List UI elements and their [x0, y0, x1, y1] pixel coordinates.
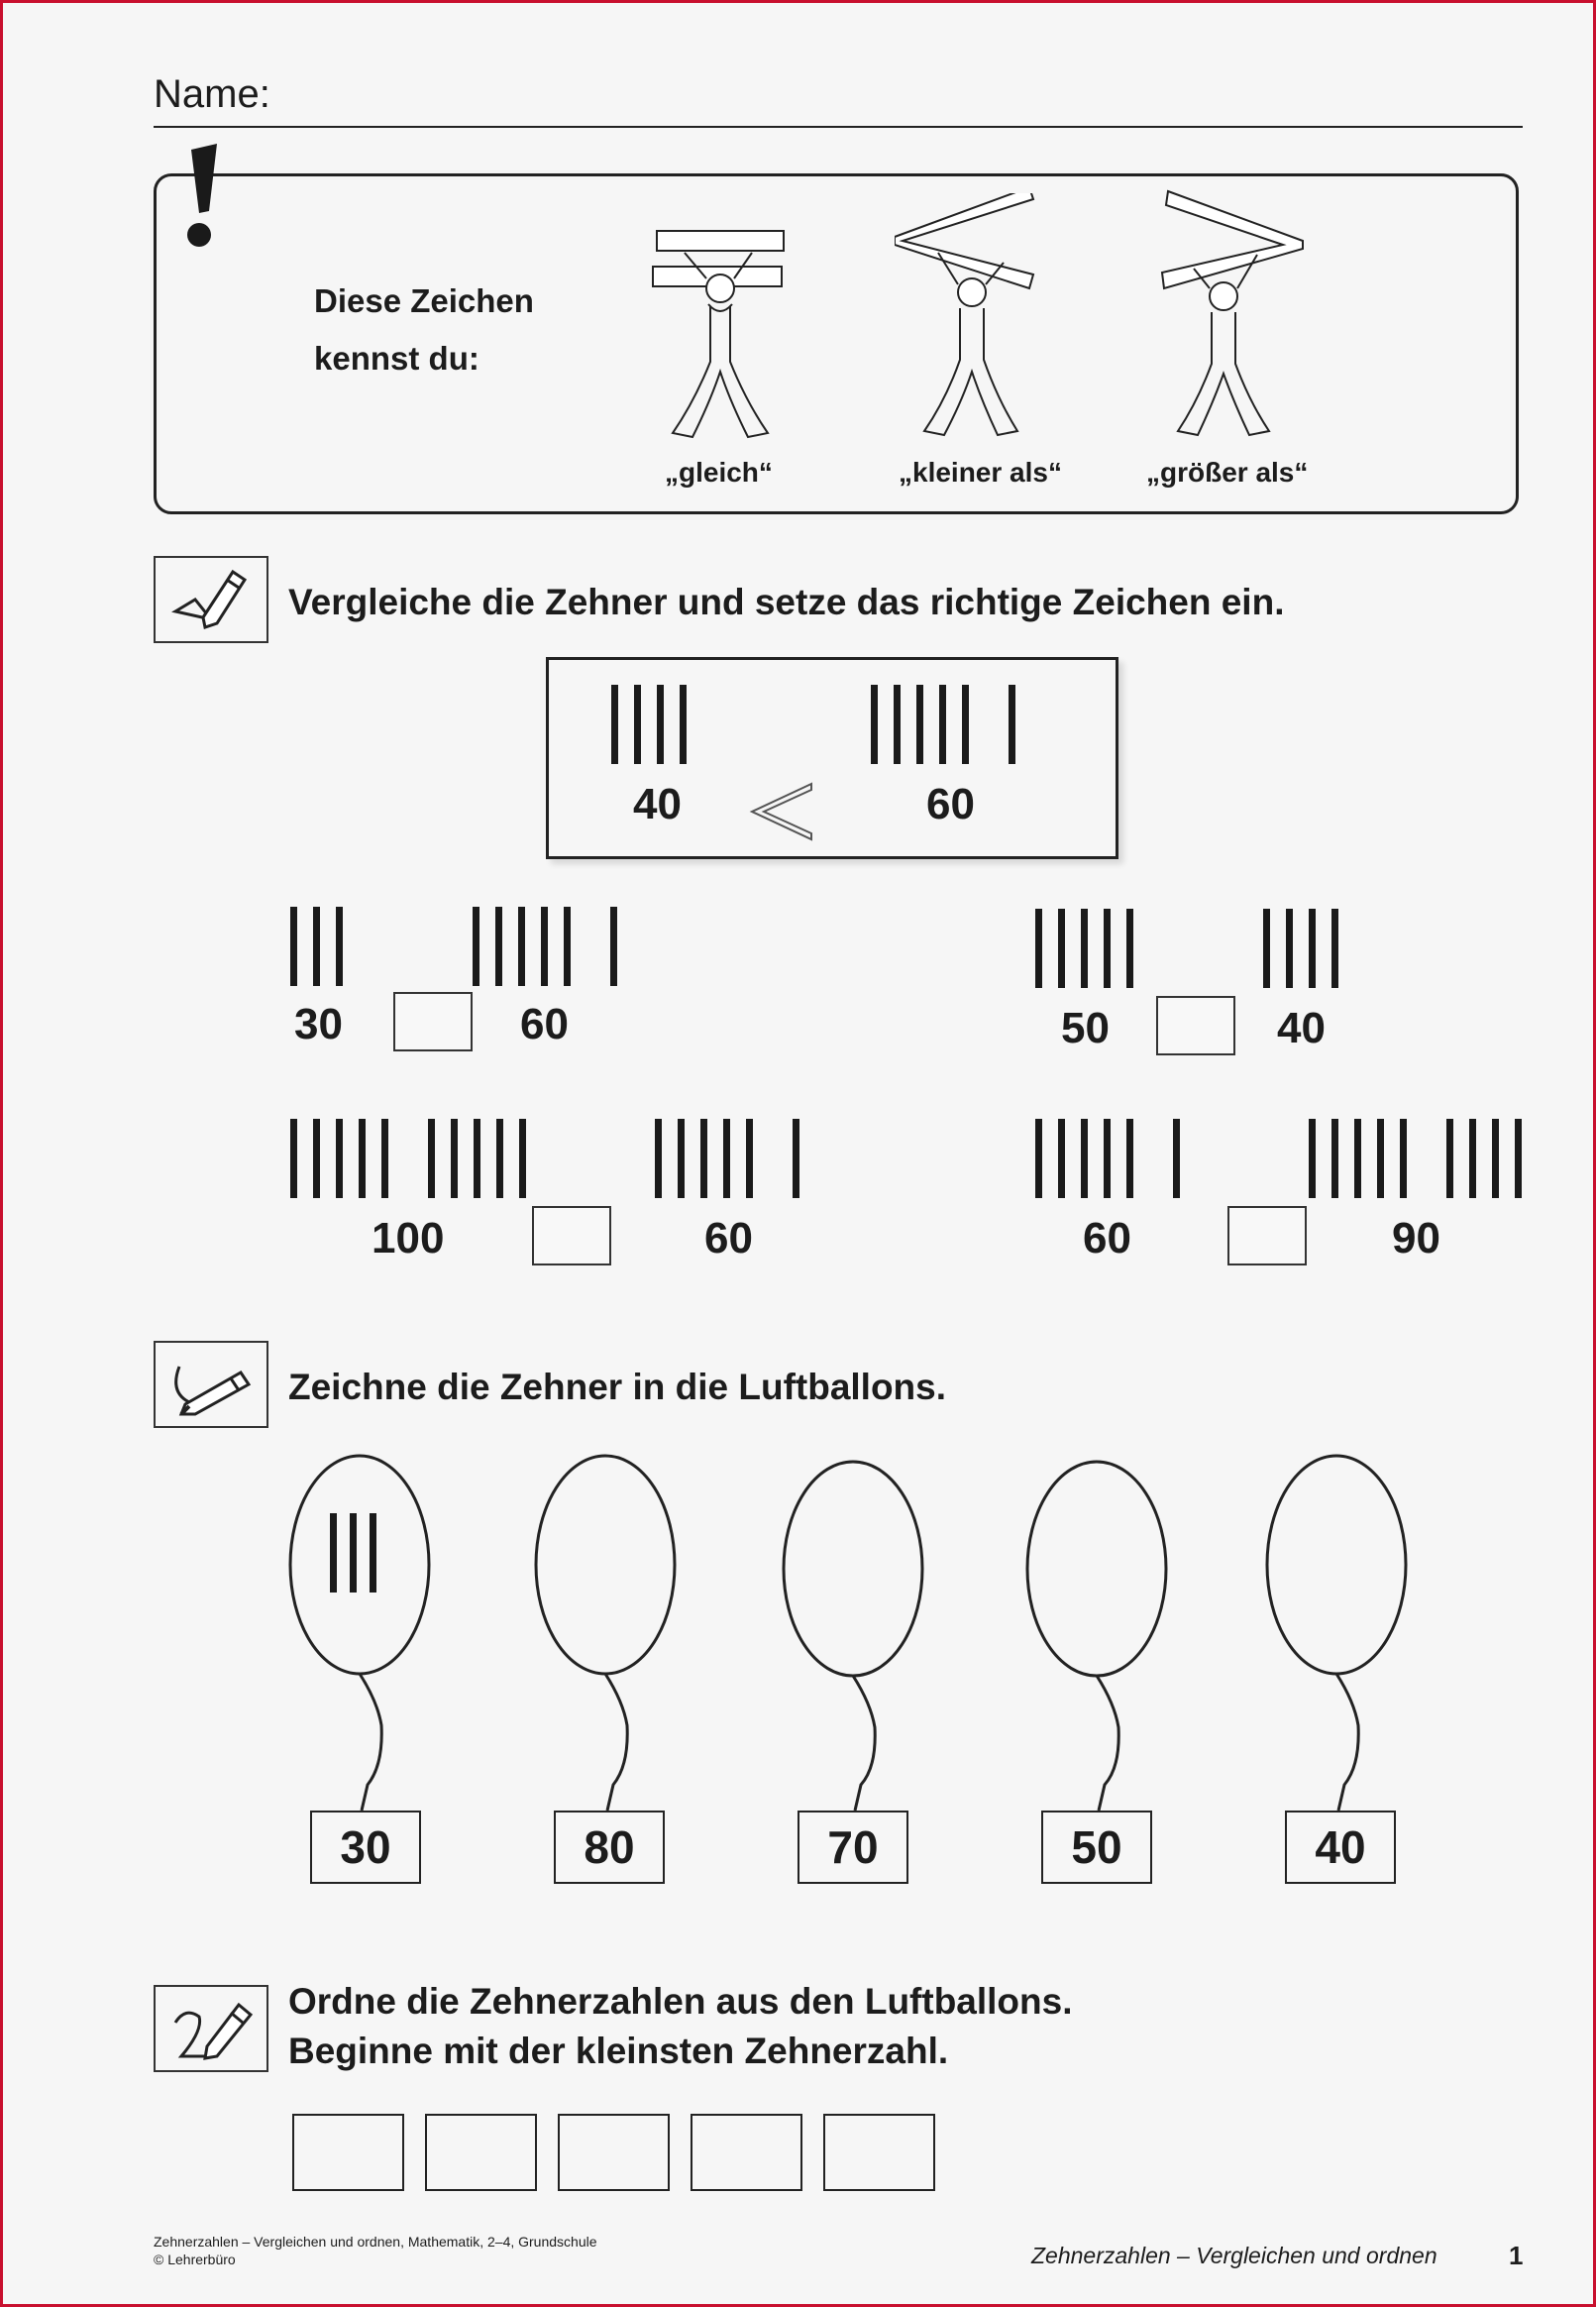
order-box-1[interactable] [292, 2114, 404, 2191]
balloon-3[interactable] [774, 1454, 932, 1813]
exercise4-answer-box[interactable] [1227, 1206, 1307, 1265]
task1-instruction: Vergleiche die Zehner und setze das richtige Zeichen ein. [288, 582, 1285, 622]
balloon-2[interactable] [526, 1448, 685, 1813]
exercise2-tally-left [1035, 909, 1149, 988]
balloon-4[interactable] [1017, 1454, 1176, 1813]
task3-instruction-2: Beginne mit der kleinsten Zehnerzahl. [288, 2031, 949, 2071]
task3-instruction-1: Ordne die Zehnerzahlen aus den Luftballons. [288, 1981, 1073, 2022]
exercise3-tally-left [290, 1119, 542, 1198]
pencil-number-two-icon [156, 1987, 266, 2070]
info-text-2: kennst du: [314, 340, 479, 377]
exercise1-tally-right [473, 907, 633, 986]
sign-caption-equal: „gleich“ [665, 457, 773, 488]
exercise2-left-number: 50 [1061, 1004, 1110, 1052]
exercise3-answer-box[interactable] [532, 1206, 611, 1265]
exercise1-right-number: 60 [520, 1000, 569, 1048]
figure-greater-than-icon [1154, 189, 1305, 443]
balloon-label-1: 30 [310, 1811, 421, 1884]
exercise4-left-number: 60 [1083, 1214, 1131, 1263]
exercise3-left-number: 100 [372, 1214, 445, 1263]
footer-source [154, 2233, 597, 2268]
pencil-icon [156, 1343, 266, 1426]
pencil-check-icon [156, 558, 266, 641]
exercise1-left-number: 30 [294, 1000, 343, 1048]
exercise2-right-number: 40 [1277, 1004, 1326, 1052]
exercise1-answer-box[interactable] [393, 992, 473, 1051]
balloon-label-3: 70 [798, 1811, 908, 1884]
exclamation-icon [179, 142, 223, 253]
example-less-than-sign [748, 782, 813, 843]
task3-icon-box [154, 1985, 268, 2072]
page-number: 1 [1509, 2241, 1524, 2270]
task2-instruction: Zeichne die Zehner in die Luftballons. [288, 1367, 947, 1407]
order-box-5[interactable] [823, 2114, 935, 2191]
sign-caption-less: „kleiner als“ [899, 457, 1062, 488]
info-text-1: Diese Zeichen [314, 282, 534, 319]
order-box-3[interactable] [558, 2114, 670, 2191]
exercise3-tally-right [655, 1119, 815, 1198]
order-box-4[interactable] [691, 2114, 802, 2191]
figure-less-than-icon [895, 193, 1043, 443]
exercise4-right-number: 90 [1392, 1214, 1440, 1263]
balloon-5[interactable] [1257, 1448, 1416, 1813]
sign-caption-greater: „größer als“ [1146, 457, 1309, 488]
example-left-number: 40 [633, 780, 682, 828]
balloon-label-5: 40 [1285, 1811, 1396, 1884]
exercise1-tally-left [290, 907, 359, 986]
exercise4-tally-left [1035, 1119, 1196, 1198]
exercise4-tally-right [1309, 1119, 1538, 1198]
name-line [154, 126, 1523, 128]
example-tally-right [871, 685, 1031, 764]
order-box-2[interactable] [425, 2114, 537, 2191]
exercise3-right-number: 60 [704, 1214, 753, 1263]
task1-icon-box [154, 556, 268, 643]
task2-icon-box [154, 1341, 268, 1428]
example-right-number: 60 [926, 780, 975, 828]
footer-title: Zehnerzahlen – Vergleichen und ordnen [1031, 2243, 1437, 2268]
footer-source-line2: © Lehrerbüro [154, 2252, 236, 2267]
footer-source-line1: Zehnerzahlen – Vergleichen und ordnen, Mathematik, 2–4, Grundschule [154, 2234, 597, 2250]
figure-equal-sign-icon [649, 223, 788, 443]
balloon-label-4: 50 [1041, 1811, 1152, 1884]
name-label: Name: [154, 72, 270, 116]
exercise2-tally-right [1263, 909, 1354, 988]
exercise2-answer-box[interactable] [1156, 996, 1235, 1055]
example-tally-left [611, 685, 702, 764]
balloon-label-2: 80 [554, 1811, 665, 1884]
balloon-1 [280, 1448, 439, 1813]
